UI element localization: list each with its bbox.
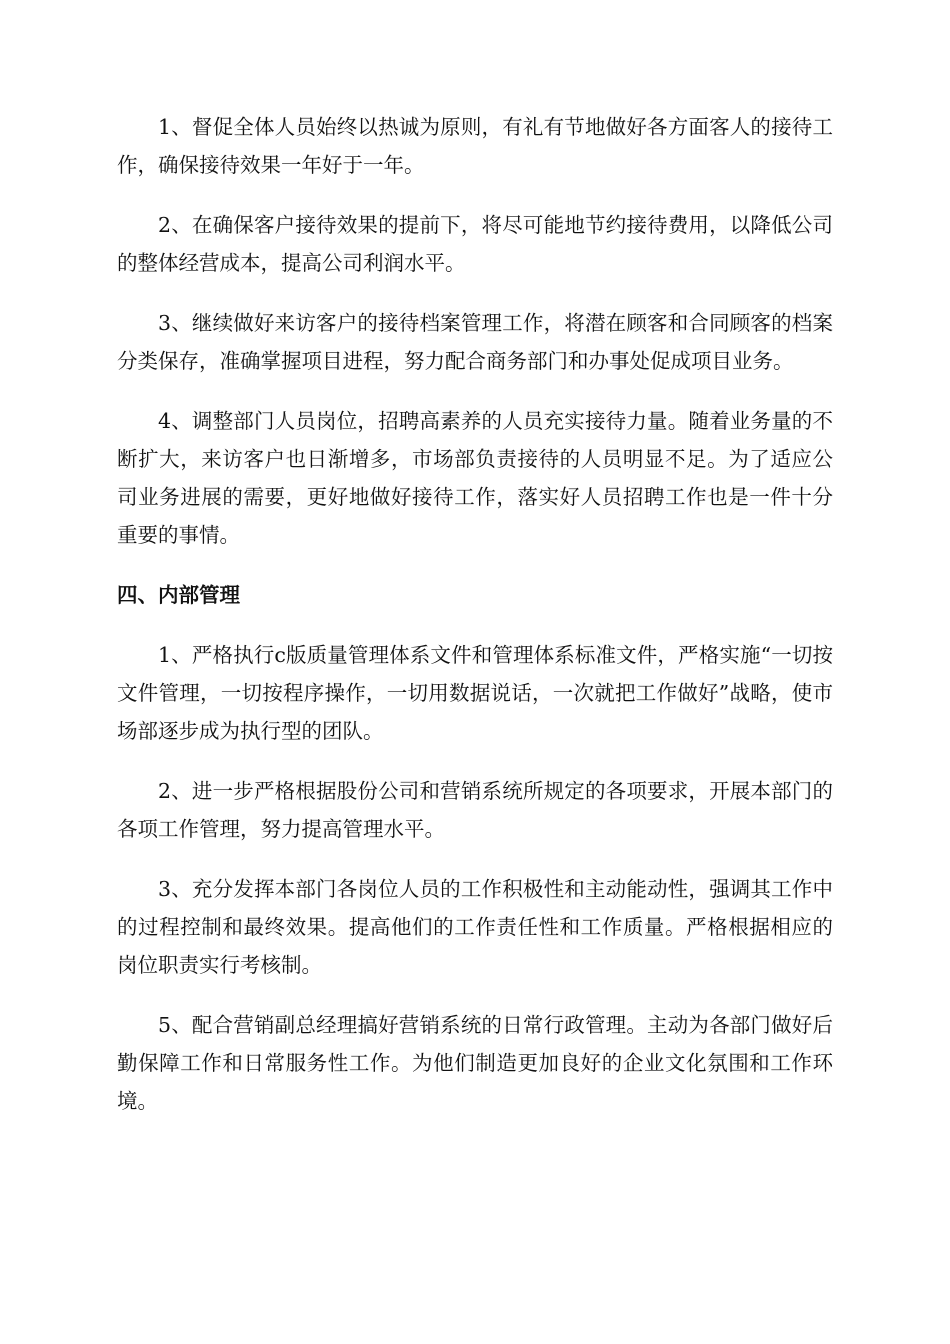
paragraph-management-1: 1、严格执行c版质量管理体系文件和管理体系标准文件，严格实施“一切按文件管理，一切按程序操作，一切用数据说话，一次就把工作做好”战略，使市场部逐步成为执行型的团队。 <box>117 643 833 743</box>
section-heading-internal-management: 四、内部管理 <box>117 583 240 607</box>
paragraph-management-5: 5、配合营销副总经理搞好营销系统的日常行政管理。主动为各部门做好后勤保障工作和日常服务性工作。为他们制造更加良好的企业文化氛围和工作环境。 <box>117 1013 833 1113</box>
paragraph-management-2: 2、进一步严格根据股份公司和营销系统所规定的各项要求，开展本部门的各项工作管理，努力提高管理水平。 <box>117 779 833 841</box>
paragraph-reception-3: 3、继续做好来访客户的接待档案管理工作，将潜在顾客和合同顾客的档案分类保存，准确掌握项目进程，努力配合商务部门和办事处促成项目业务。 <box>117 311 833 373</box>
paragraph-management-3: 3、充分发挥本部门各岗位人员的工作积极性和主动能动性，强调其工作中的过程控制和最终效果。提高他们的工作责任性和工作质量。严格根据相应的岗位职责实行考核制。 <box>117 877 833 977</box>
paragraph-reception-4: 4、调整部门人员岗位，招聘高素养的人员充实接待力量。随着业务量的不断扩大，来访客户也日渐增多，市场部负责接待的人员明显不足。为了适应公司业务进展的需要，更好地做好接待工作，落实好人员招聘工作也是一件十分重要的事情。 <box>117 409 833 547</box>
paragraph-reception-1: 1、督促全体人员始终以热诚为原则，有礼有节地做好各方面客人的接待工作，确保接待效果一年好于一年。 <box>117 115 833 177</box>
paragraph-reception-2: 2、在确保客户接待效果的提前下，将尽可能地节约接待费用，以降低公司的整体经营成本，提高公司利润水平。 <box>117 213 833 275</box>
document-body <box>117 108 833 1142</box>
